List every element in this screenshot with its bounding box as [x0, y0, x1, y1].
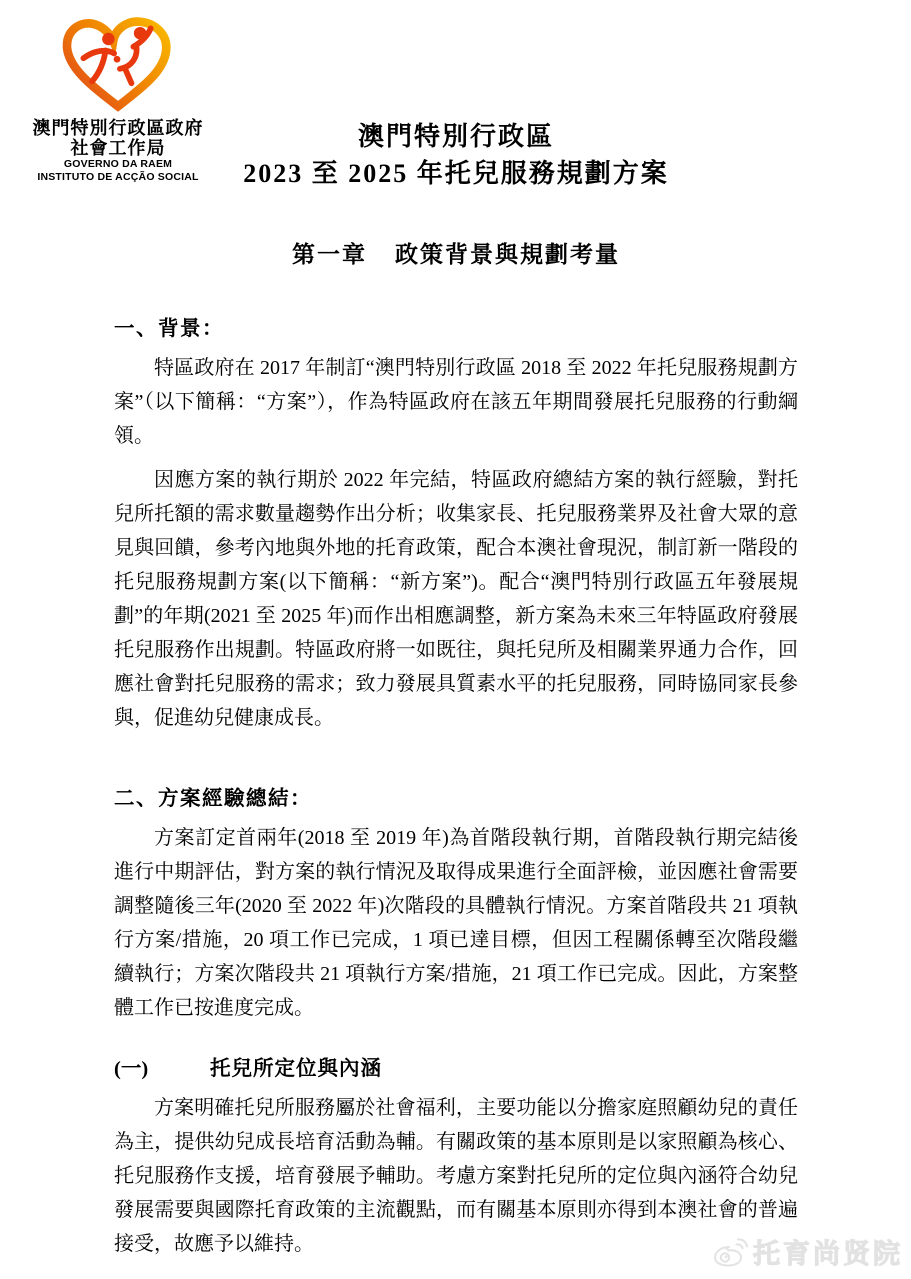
ias-logo-block: [26, 14, 210, 183]
paragraph: 方案明確托兒所服務屬於社會福利，主要功能以分擔家庭照顧幼兒的責任為主，提供幼兒成長培育活動為輔。有關政策的基本原則是以家照顧為核心、托兒服務作支援，培育發展予輔助。考慮方案對托兒所的定位與內涵符合幼兒發展需要與國際托育政策的主流觀點，而有關基本原則亦得到本澳社會的普遍接受，故應予以維持。: [114, 1097, 798, 1255]
subsection-title: 托兒所定位與內涵: [210, 1058, 382, 1080]
watermark: [712, 1232, 903, 1271]
org-name-zh-line1: 澳門特別行政區政府: [32, 118, 204, 138]
chapter-number: 第一章: [292, 242, 367, 267]
small-heart-dot: [114, 56, 121, 63]
document-content: [114, 0, 798, 1261]
org-name-pt-line2: INSTITUTO DE ACÇÃO SOCIAL: [37, 170, 199, 183]
org-name-zh-line2: 社會工作局: [70, 138, 166, 158]
section-heading-background: 一、背景：: [114, 318, 224, 340]
section-heading-summary: 二、方案經驗總結：: [114, 788, 312, 810]
chapter-name: 政策背景與規劃考量: [395, 242, 620, 267]
figure-head-right: [134, 27, 147, 40]
paragraph: 因應方案的執行期於 2022 年完結，特區政府總結方案的執行經驗，對托兒所托額的需求數量趨勢作出分析；收集家長、托兒服務業界及社會大眾的意見與回饋，參考內地與外地的托育政策，配合本澳社會現況，制訂新一階段的托兒服務規劃方案(以下簡稱：“新方案”)。配合“澳門特別行政區五年發展規劃”的年期(2021 至 2025 年)而作出相應調整，新方案為未來三年特區政府發展托兒服務作出規劃。特區政府將一如既往，與托兒所及相關業界通力合作，回應社會對托兒服務的需求；致力發展具質素水平的托兒服務，同時協同家長參與，促進幼兒健康成長。: [114, 469, 798, 729]
watermark-text: 托育尚贤院: [753, 1239, 903, 1269]
weibo-icon: [712, 1237, 748, 1267]
heart-logo-icon: [51, 14, 185, 114]
subsection-heading-positioning: [114, 1051, 798, 1081]
document-title-line2: 2023 至 2025 年托兒服務規劃方案: [243, 159, 669, 188]
paragraph: 方案訂定首兩年(2018 至 2019 年)為首階段執行期，首階段執行期完結後進行中期評估，對方案的執行情況及取得成果進行全面評檢，並因應社會需要調整隨後三年(2020 至 2022 年)次階段的具體執行情況。方案首階段共 21 項執行方案/措施，20 項工作已完成，1 項已達目標，但因工程關係轉至次階段繼續執行；方案次階段共 21 項執行方案/措施，21 項工作已完成。因此，方案整體工作已按進度完成。: [114, 827, 798, 1019]
org-name-pt-line1: GOVERNO DA RAEM: [63, 158, 173, 170]
figure-head-left: [102, 33, 115, 46]
title-block: [114, 0, 798, 269]
subsection-label: (一): [114, 1058, 149, 1080]
chapter-heading: [114, 236, 798, 269]
paragraph: 特區政府在 2017 年制訂“澳門特別行政區 2018 至 2022 年托兒服務規劃方案”（以下簡稱：“方案”），作為特區政府在該五年期間發展托兒服務的行動綱領。: [114, 357, 798, 447]
document-title-line1: 澳門特別行政區: [357, 122, 554, 151]
